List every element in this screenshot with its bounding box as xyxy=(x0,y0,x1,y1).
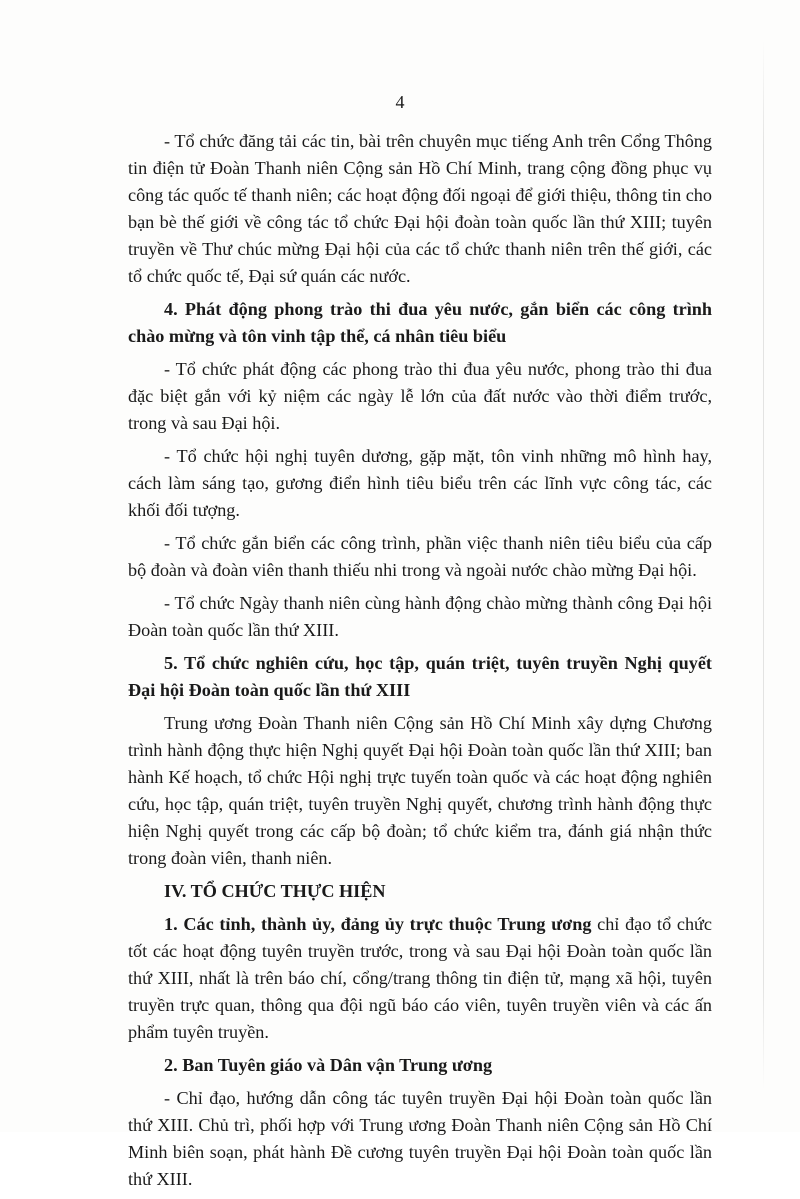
paragraph-propaganda-guidance: - Chỉ đạo, hướng dẫn công tác tuyên truyền Đại hội Đoàn toàn quốc lần thứ XIII. Chủ trì, phối hợp với Trung ương Đoàn Thanh niên Cộng sản Hồ Chí Minh biên soạn, phát hành Đề cương tuyên truyền Đại hội Đoàn toàn quốc lần thứ XIII. xyxy=(128,1088,712,1189)
paragraph-intl-outreach: - Tổ chức đăng tải các tin, bài trên chuyên mục tiếng Anh trên Cổng Thông tin điện tử Đoàn Thanh niên Cộng sản Hồ Chí Minh, trang cộng đồng phục vụ công tác quốc tế thanh niên; các hoạt động đối ngoại để giới thiệu, thông tin cho bạn bè thế giới về công tác tổ chức Đại hội đoàn toàn quốc lần thứ XIII; tuyên truyền về Thư chúc mừng Đại hội của các tổ chức thanh niên trên thế giới, các tổ chức quốc tế, Đại sứ quán các nước. xyxy=(128,131,712,286)
section-heading-iv: IV. TỔ CHỨC THỰC HIỆN xyxy=(164,881,386,901)
page-number: 4 xyxy=(395,92,405,112)
section-heading-4: 4. Phát động phong trào thi đua yêu nước, gắn biển các công trình chào mừng và tôn vinh tập thể, cá nhân tiêu biểu xyxy=(128,299,712,346)
provincial-committees-lead: 1. Các tỉnh, thành ủy, đảng ủy trực thuộc Trung ương xyxy=(164,914,592,934)
paragraph-emulation-movements: - Tổ chức phát động các phong trào thi đua yêu nước, phong trào thi đua đặc biệt gắn với kỷ niệm các ngày lễ lớn của đất nước vào thời điểm trước, trong và sau Đại hội. xyxy=(128,359,712,433)
paragraph-commendation-conference: - Tổ chức hội nghị tuyên dương, gặp mặt, tôn vinh những mô hình hay, cách làm sáng tạo, gương điển hình tiêu biểu trên các lĩnh vực công tác, các khối đối tượng. xyxy=(128,446,712,520)
document-body xyxy=(128,128,712,1199)
section-heading-propaganda-board: 2. Ban Tuyên giáo và Dân vận Trung ương xyxy=(164,1055,493,1075)
paragraph-resolution-program: Trung ương Đoàn Thanh niên Cộng sản Hồ Chí Minh xây dựng Chương trình hành động thực hiện Nghị quyết Đại hội Đoàn toàn quốc lần thứ XIII; ban hành Kế hoạch, tổ chức Hội nghị trực tuyến toàn quốc và các hoạt động nghiên cứu, học tập, quán triệt, tuyên truyền Nghị quyết, chương trình hành động thực hiện Nghị quyết trong các cấp bộ đoàn; tổ chức kiểm tra, đánh giá nhận thức trong đoàn viên, thanh niên. xyxy=(128,713,712,868)
scan-edge-line xyxy=(763,40,764,1090)
paragraph-youth-action-day: - Tổ chức Ngày thanh niên cùng hành động chào mừng thành công Đại hội Đoàn toàn quốc lần thứ XIII. xyxy=(128,593,712,640)
section-heading-5: 5. Tổ chức nghiên cứu, học tập, quán triệt, tuyên truyền Nghị quyết Đại hội Đoàn toàn quốc lần thứ XIII xyxy=(128,653,712,700)
paragraph-plaque-works: - Tổ chức gắn biển các công trình, phần việc thanh niên tiêu biểu của cấp bộ đoàn và đoàn viên thanh thiếu nhi trong và ngoài nước chào mừng Đại hội. xyxy=(128,533,712,580)
paragraph-provincial-committees xyxy=(128,911,712,1046)
provincial-committees-text: chỉ đạo tổ chức tốt các hoạt động tuyên truyền trước, trong và sau Đại hội Đoàn toàn quốc lần thứ XIII, nhất là trên báo chí, cổng/trang thông tin điện tử, mạng xã hội, tuyên truyền trực quan, thông qua đội ngũ báo cáo viên, tuyên truyền viên và các ấn phẩm tuyên truyền. xyxy=(128,914,712,1042)
